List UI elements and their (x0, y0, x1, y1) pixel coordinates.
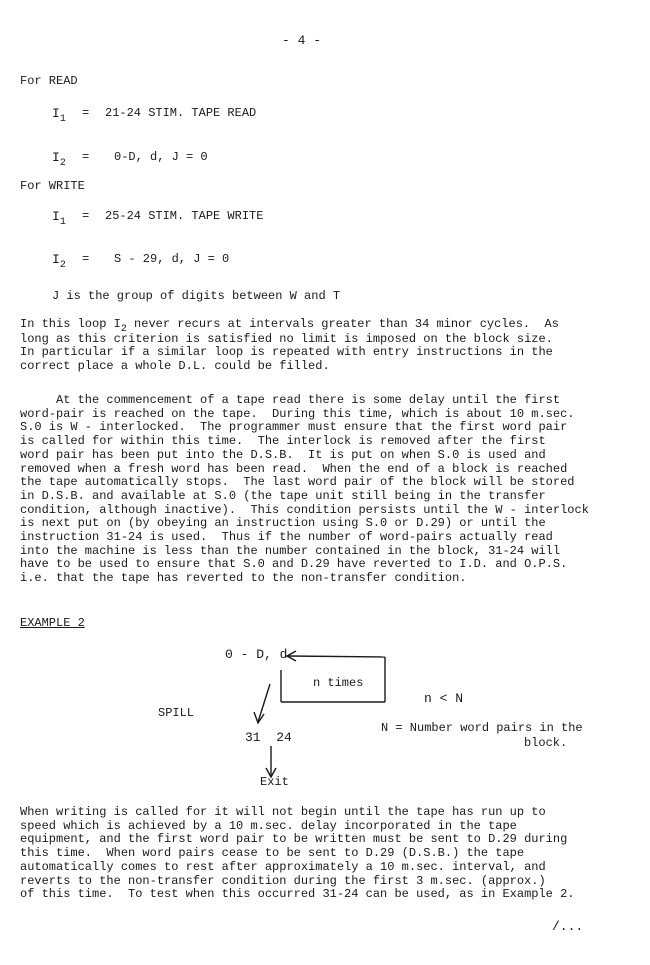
read-i1-equals: = (82, 106, 90, 120)
flow-note-line2: block. (524, 736, 568, 750)
flow-spill-label: SPILL (158, 706, 195, 720)
tape-read-paragraph: At the commencement of a tape read there is some delay until the first word-pair is reached on the tape. During this time, which is about 10 m.sec. S.0 is W - interlocked. The programmer must ensure that the first word pair is called for within this time. The interlock is removed after the first word pair has been put into the D.S.B. It is put on when S.0 is used and removed when a fresh word has been read. When the end of a block is reached the tape automatically stops. The last word pair of the block will be stored in D.S.B. and available at S.0 (the tape unit still being in the transfer condition, although inactive). This condition persists until the W - interlock is next put on (by obeying an instruction using S.0 or D.29) or until the instruction 31-24 is used. Thus if the number of word-pairs actually read into the machine is less than the number contained in the block, 31-24 will have to be used to ensure that S.0 and D.29 have reverted to I.D. and O.P.S. i.e. that the tape has reverted to the non-transfer condition. (20, 393, 589, 586)
example-heading: EXAMPLE 2 (20, 616, 85, 630)
flow-note-line1: N = Number word pairs in the (381, 721, 583, 735)
read-i2-label: $I_2$ (52, 150, 66, 169)
flow-bottom-instruction: 31 24 (245, 730, 292, 745)
write-i2-value: S - 29, d, J = 0 (114, 252, 230, 266)
write-heading: For WRITE (20, 179, 85, 193)
read-i2-equals: = (82, 150, 90, 164)
writing-paragraph: When writing is called for it will not begin until the tape has run up to speed which is achieved by a 10 m.sec. delay incorporated in the tape equipment, and the first word pair to be written must be sent to D.29 during this time. When word pairs cease to be sent to D.29 (D.S.B.) the tape automatically comes to rest after approximately a 10 m.sec. interval, and reverts to the non-transfer condition during the first 3 m.sec. (approx.) of this time. To test when this occurred 31-24 can be used, as in Example 2. (20, 805, 575, 902)
read-heading: For READ (20, 74, 78, 88)
flow-exit-label: Exit (260, 775, 289, 789)
read-i1-value: 21-24 STIM. TAPE READ (105, 106, 257, 120)
write-i1-equals: = (82, 209, 90, 223)
continuation-mark: /... (552, 919, 584, 934)
write-i1-value: 25-24 STIM. TAPE WRITE (105, 209, 264, 223)
write-i2-label: $I_2$ (52, 252, 66, 271)
write-i1-label: $I_1$ (52, 209, 66, 228)
loop-paragraph: In this loop $I_2$ never recurs at intervals greater than 34 minor cycles. As long as this criterion is satisfied no limit is imposed on the block size. In particular if a similar loop is repeated with entry instructions in the correct place a whole D.L. could be filled. (20, 317, 559, 374)
flow-diagonal-line (258, 684, 270, 722)
flow-top-instruction: 0 - D, d (225, 647, 288, 662)
read-i2-value: 0-D, d, J = 0 (114, 150, 208, 164)
page-number: - 4 - (282, 33, 322, 48)
j-definition: J is the group of digits between W and T (52, 289, 341, 303)
read-i1-label: $I_1$ (52, 106, 66, 125)
flow-loop-label: n times (313, 676, 364, 690)
flow-condition: n < N (424, 691, 464, 706)
write-i2-equals: = (82, 252, 90, 266)
loop-top-line (288, 656, 385, 657)
